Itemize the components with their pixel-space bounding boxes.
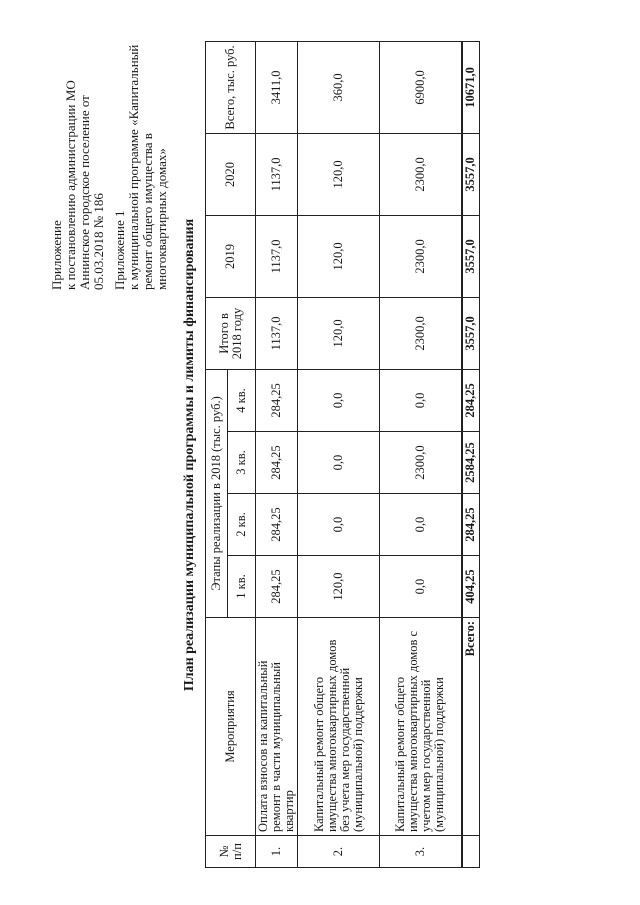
row-number: 1.: [256, 836, 298, 868]
cell-2019: 2300,0: [380, 215, 462, 297]
cell-q4: 0,0: [380, 369, 462, 431]
appendix-line: ремонт общего имущества в: [140, 133, 155, 290]
row-event: Оплата взносов на капитальный ремонт в части муниципальный квартир: [256, 618, 298, 836]
cell-q1: 284,25: [256, 556, 298, 618]
total-2019: 3557,0: [462, 215, 480, 297]
col-header-total: Всего, тыс. руб.: [206, 41, 256, 133]
total-q3: 2584,25: [462, 432, 480, 494]
appendix-line: 05.03.2018 № 186: [91, 193, 106, 290]
cell-2019: 120,0: [298, 215, 380, 297]
row-number: 3.: [380, 836, 462, 868]
table-header-row: [206, 41, 228, 867]
appendix-line: многоквартирных домах»: [154, 148, 169, 290]
cell-itog: 2300,0: [380, 297, 462, 369]
cell-q3: 284,25: [256, 432, 298, 494]
col-header-stages: Этапы реализации в 2018 (тыс. руб.): [206, 369, 228, 617]
row-event: Капитальный ремонт общего имущества многоквартирных домов с учетом мер государственной (муниципальной) поддержки: [380, 618, 462, 836]
cell-q3: 0,0: [298, 432, 380, 494]
row-event: Капитальный ремонт общего имущества многоквартирных домов без учета мер государственной (муниципальной) поддержки: [298, 618, 380, 836]
col-header-event: Мероприятия: [206, 618, 256, 836]
total-q4: 284,25: [462, 369, 480, 431]
cell-total: 3411,0: [256, 41, 298, 133]
cell-itog: 120,0: [298, 297, 380, 369]
rotated-page: [30, 30, 478, 880]
total-q2: 284,25: [462, 494, 480, 556]
col-header-2020: 2020: [206, 133, 256, 215]
total-q1: 404,25: [462, 556, 480, 618]
table-row: [380, 41, 462, 867]
cell-2020: 2300,0: [380, 133, 462, 215]
col-header-number: № п/п: [206, 836, 256, 868]
row-number: 2.: [298, 836, 380, 868]
col-header-q4: 4 кв.: [228, 369, 256, 431]
cell-q1: 0,0: [380, 556, 462, 618]
cell-q3: 2300,0: [380, 432, 462, 494]
appendix-line: к муниципальной программе «Капитальный: [126, 44, 141, 290]
totals-empty-cell: [462, 836, 480, 868]
total-all: 10671,0: [462, 41, 480, 133]
cell-total: 6900,0: [380, 41, 462, 133]
appendix-header-decree: [50, 80, 106, 290]
total-itog: 3557,0: [462, 297, 480, 369]
col-header-q3: 3 кв.: [228, 432, 256, 494]
cell-q4: 0,0: [298, 369, 380, 431]
appendix-line: Приложение: [49, 220, 64, 290]
cell-q2: 284,25: [256, 494, 298, 556]
appendix-line: Приложение 1: [112, 210, 127, 290]
col-header-itog: Итого в 2018 году: [206, 297, 256, 369]
appendix-line: к постановлению администрации МО: [63, 80, 78, 290]
cell-q1: 120,0: [298, 556, 380, 618]
col-header-q1: 1 кв.: [228, 556, 256, 618]
cell-2020: 1137,0: [256, 133, 298, 215]
appendix-line: Аннинское городское поселение от: [77, 95, 92, 290]
table-row: [256, 41, 298, 867]
totals-label: Всего:: [462, 618, 480, 836]
col-header-q2: 2 кв.: [228, 494, 256, 556]
cell-q2: 0,0: [298, 494, 380, 556]
col-header-2019: 2019: [206, 215, 256, 297]
cell-total: 360,0: [298, 41, 380, 133]
plan-title: План реализации муниципальной программы и лимиты финансирования: [182, 218, 197, 692]
total-2020: 3557,0: [462, 133, 480, 215]
cell-q4: 284,25: [256, 369, 298, 431]
appendix-header-program: [113, 45, 169, 290]
cell-2019: 1137,0: [256, 215, 298, 297]
cell-2020: 120,0: [298, 133, 380, 215]
financing-table: [205, 41, 480, 868]
table-row: [298, 41, 380, 867]
totals-row: [462, 41, 480, 867]
cell-itog: 1137,0: [256, 297, 298, 369]
cell-q2: 0,0: [380, 494, 462, 556]
